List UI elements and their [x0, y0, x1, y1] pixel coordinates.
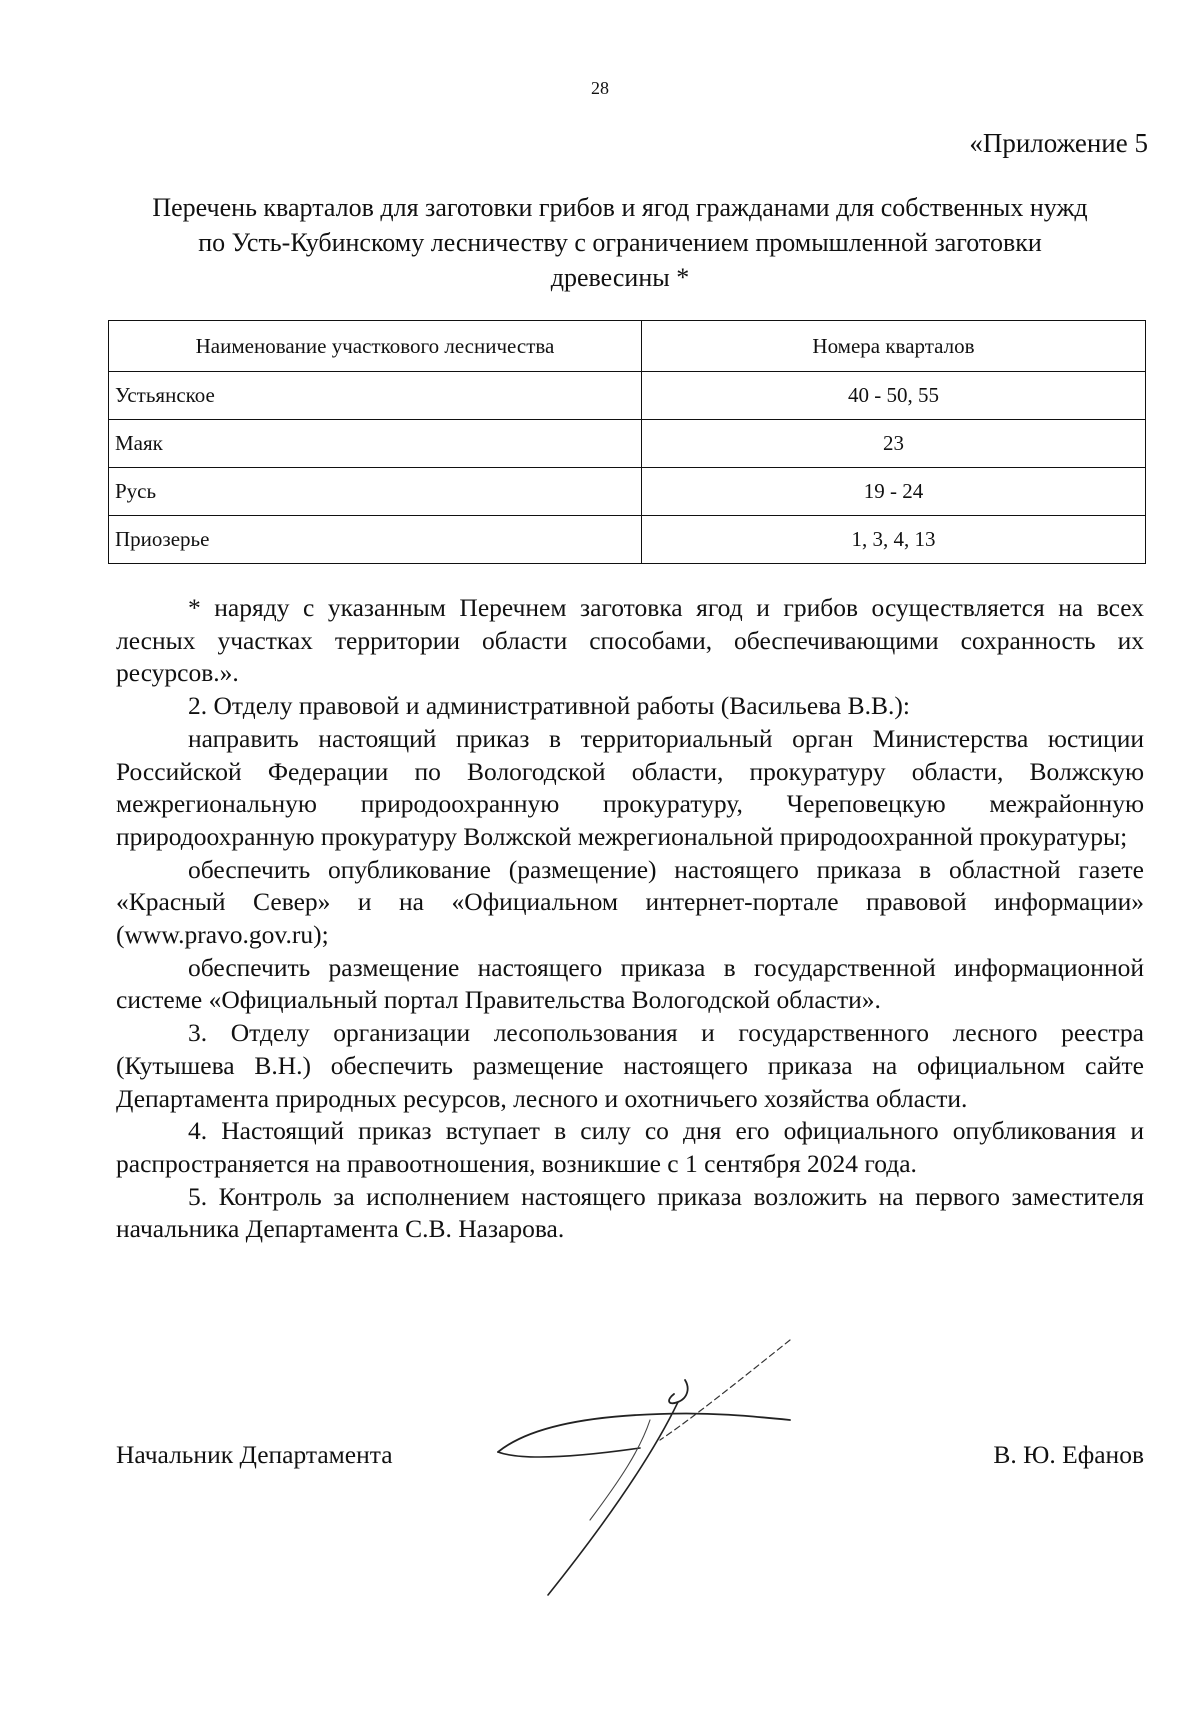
forestry-name-cell: Маяк — [109, 420, 642, 468]
paragraph: обеспечить размещение настоящего приказа в государственной информационной системе «Официальный портал Правительства Вологодской области». — [116, 952, 1144, 1015]
table-header-row — [109, 321, 1146, 372]
paragraph: направить настоящий приказ в территориальный орган Министерства юстиции Российской Федерации по Вологодской области, прокуратуру области, Волжскую межрегиональную природоохранную прокуратуру, Череповецкую межрайонную природоохранную прокуратуру Волжской межрегиональной природоохранной прокуратуры; — [116, 723, 1144, 851]
title-line: древесины * — [550, 263, 690, 292]
quarters-cell: 1, 3, 4, 13 — [642, 516, 1146, 564]
forestry-name-cell: Русь — [109, 468, 642, 516]
quarters-cell: 19 - 24 — [642, 468, 1146, 516]
footnote-paragraph: * наряду с указанным Перечнем заготовка ягод и грибов осуществляется на всех лесных участках территории области способами, обеспечивающими сохранность их ресурсов.». — [116, 593, 1144, 688]
quarters-cell: 40 - 50, 55 — [642, 372, 1146, 420]
document-title — [100, 190, 1140, 295]
column-header-quarters: Номера кварталов — [642, 321, 1146, 372]
table-row — [109, 420, 1146, 468]
forestry-name-cell: Приозерье — [109, 516, 642, 564]
paragraph: 5. Контроль за исполнением настоящего приказа возложить на первого заместителя начальника Департамента С.В. Назарова. — [116, 1181, 1144, 1244]
forestry-name-cell: Устьянское — [109, 372, 642, 420]
quarters-cell: 23 — [642, 420, 1146, 468]
paragraph: 2. Отделу правовой и административной работы (Васильева В.В.): — [188, 691, 910, 721]
handwritten-signature — [490, 1330, 870, 1610]
signatory-position: Начальник Департамента — [116, 1440, 393, 1469]
body-text — [116, 592, 1144, 1246]
column-header-forestry: Наименование участкового лесничества — [109, 321, 642, 372]
appendix-label: «Приложение 5 — [969, 128, 1148, 158]
title-line: по Усть-Кубинскому лесничеству с ограничением промышленной заготовки — [198, 228, 1042, 257]
table-row — [109, 516, 1146, 564]
paragraph: 3. Отделу организации лесопользования и государственного лесного реестра (Кутышева В.Н.) обеспечить размещение настоящего приказа на официальном сайте Департамента природных ресурсов, лесного и охотничьего хозяйства области. — [116, 1018, 1144, 1113]
signatory-name: В. Ю. Ефанов — [993, 1440, 1144, 1469]
paragraph: 4. Настоящий приказ вступает в силу со дня его официального опубликования и распространяется на правоотношения, возникшие с 1 сентября 2024 года. — [116, 1116, 1144, 1178]
page-number: 28 — [591, 78, 609, 98]
table-row — [109, 372, 1146, 420]
table-row — [109, 468, 1146, 516]
title-line: Перечень кварталов для заготовки грибов и ягод гражданами для собственных нужд — [152, 193, 1088, 222]
quarters-table — [108, 320, 1146, 564]
paragraph: обеспечить опубликование (размещение) настоящего приказа в областной газете «Красный Север» и на «Официальном интернет-портале правовой информации» (www.pravo.gov.ru); — [116, 854, 1144, 950]
